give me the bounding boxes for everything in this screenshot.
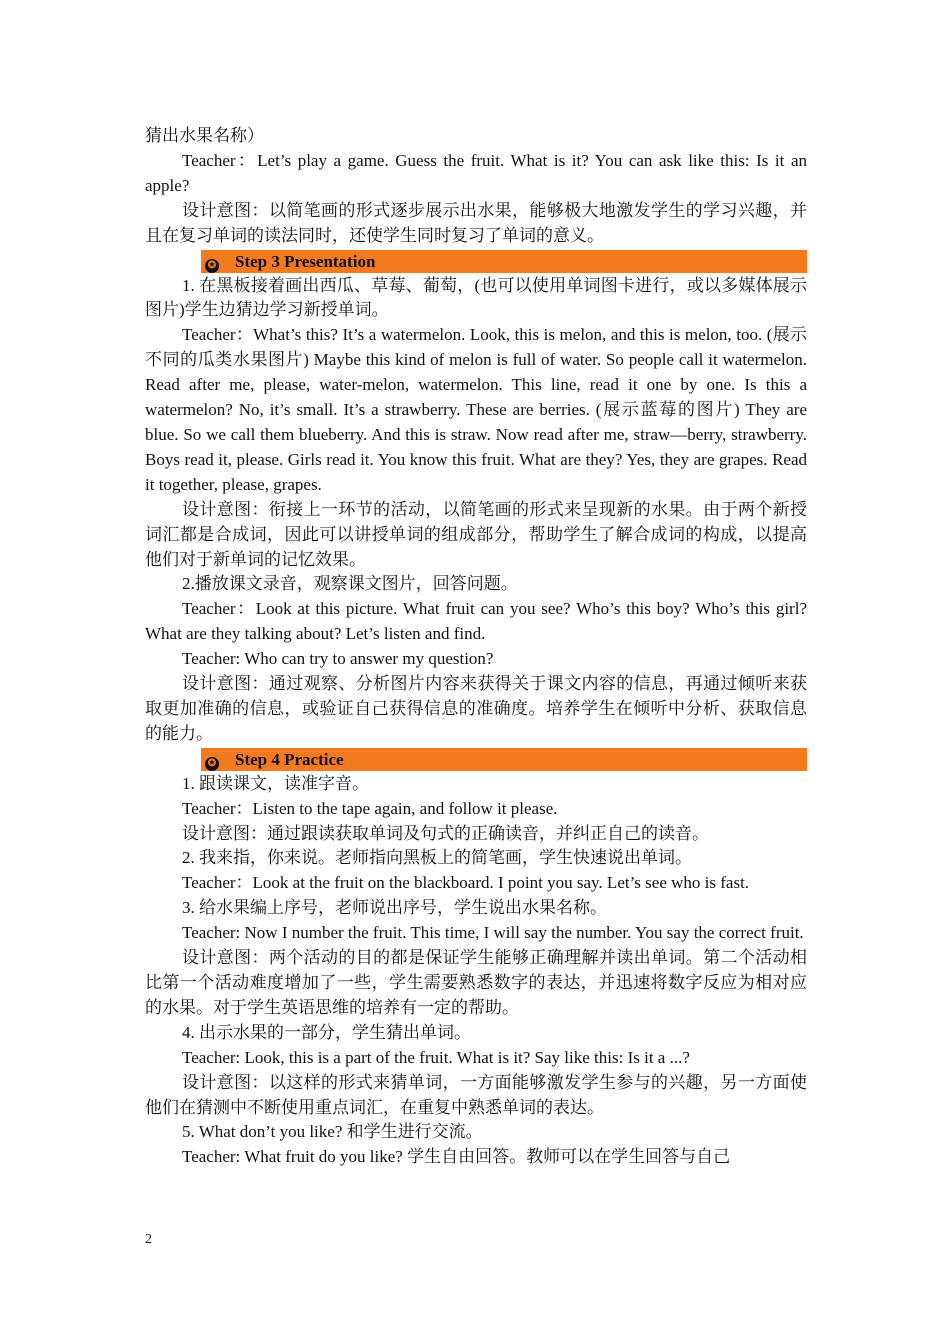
paragraph-step3-0: 1. 在黑板接着画出西瓜、草莓、葡萄，(也可以使用单词图卡进行，或以多媒体展示图片)学生边猜边学习新授单词。 (145, 275, 807, 320)
paragraph-step4-12: Teacher: What fruit do you like? 学生自由回答。教师可以在学生回答与自己 (182, 1147, 731, 1167)
paragraph-step3-4: Teacher：Look at this picture. What fruit can you see? Who’s this boy? Who’s this girl? What are they talking about? Let’s listen and find. (145, 599, 807, 644)
paragraph-step4-3: 2. 我来指，你来说。老师指向黑板上的简笔画，学生快速说出单词。 (182, 848, 692, 868)
paragraph-step3-2: 设计意图：衔接上一环节的活动，以简笔画的形式来呈现新的水果。由于两个新授词汇都是合成词，因此可以讲授单词的组成部分，帮助学生了解合成词的构成，以提高他们对于新单词的记忆效果。 (145, 499, 807, 569)
paragraph-intro-2: 设计意图：以简笔画的形式逐步展示出水果，能够极大地激发学生的学习兴趣，并且在复习单词的读法同时，还使学生同时复习了单词的意义。 (145, 200, 807, 245)
paragraph-step4-0: 1. 跟读课文，读准字音。 (182, 773, 369, 793)
document-body (145, 124, 807, 1170)
star-badge-icon: ✪ (205, 757, 219, 771)
paragraph-step4-6: Teacher: Now I number the fruit. This time, I will say the number. You say the correct fruit. (182, 923, 804, 943)
paragraph-step4-9: Teacher: Look, this is a part of the fruit. What is it? Say like this: Is it a ...? (182, 1047, 690, 1067)
section-title-step3: Step 3 Presentation (235, 251, 376, 271)
paragraph-step3-3: 2.播放课文录音，观察课文图片，回答问题。 (182, 574, 518, 594)
paragraph-step4-8: 4. 出示水果的一部分，学生猜出单词。 (182, 1022, 471, 1042)
paragraph-step4-7: 设计意图：两个活动的目的都是保证学生能够正确理解并读出单词。第二个活动相比第一个活动难度增加了一些，学生需要熟悉数字的表达，并迅速将数字反应为相对应的水果。对于学生英语思维的培养有一定的帮助。 (145, 948, 807, 1017)
section-header-step3 (201, 250, 807, 273)
star-badge-icon: ✪ (205, 259, 219, 273)
paragraph-step4-2: 设计意图：通过跟读获取单词及句式的正确读音，并纠正自己的读音。 (182, 823, 709, 843)
page-number: 2 (145, 1232, 152, 1247)
paragraph-step4-11: 5. What don’t you like? 和学生进行交流。 (182, 1122, 483, 1142)
paragraph-step4-4: Teacher：Look at the fruit on the blackboard. I point you say. Let’s see who is fast. (182, 873, 750, 893)
paragraph-step4-1: Teacher：Listen to the tape again, and follow it please. (182, 798, 558, 818)
section-header-step4 (201, 748, 807, 771)
paragraph-step3-1: Teacher：What’s this? It’s a watermelon. Look, this is melon, and this is melon, too. (展示不同的瓜类水果图片) Maybe this kind of melon is full of water. So people call it watermelon. Read after me, please, water-melon, watermelon. This line, read it one by one. Is this a watermelon? No, it’s small. It’s a strawberry. These are berries. (展示蓝莓的图片) They are blue. So we call them blueberry. And this is straw. Now read after me, straw—berry, strawberry. Boys read it, please. Girls read it. You know this fruit. What are they? Yes, they are grapes. Read it together, please, grapes. (145, 325, 807, 494)
paragraph-intro-0: 猜出水果名称） (145, 126, 264, 145)
paragraph-intro-1: Teacher：Let’s play a game. Guess the fruit. What is it? You can ask like this: Is it an apple? (145, 150, 807, 195)
section-title-step4: Step 4 Practice (235, 749, 344, 769)
paragraph-step4-10: 设计意图：以这样的形式来猜单词，一方面能够激发学生参与的兴趣，另一方面使他们在猜测中不断使用重点词汇，在重复中熟悉单词的表达。 (145, 1072, 807, 1117)
paragraph-step3-5: Teacher: Who can try to answer my question? (182, 649, 494, 669)
paragraph-step4-5: 3. 给水果编上序号，老师说出序号，学生说出水果名称。 (182, 898, 607, 918)
paragraph-step3-6: 设计意图：通过观察、分析图片内容来获得关于课文内容的信息，再通过倾听来获取更加准确的信息，或验证自己获得信息的准确度。培养学生在倾听中分析、获取信息的能力。 (145, 674, 807, 743)
